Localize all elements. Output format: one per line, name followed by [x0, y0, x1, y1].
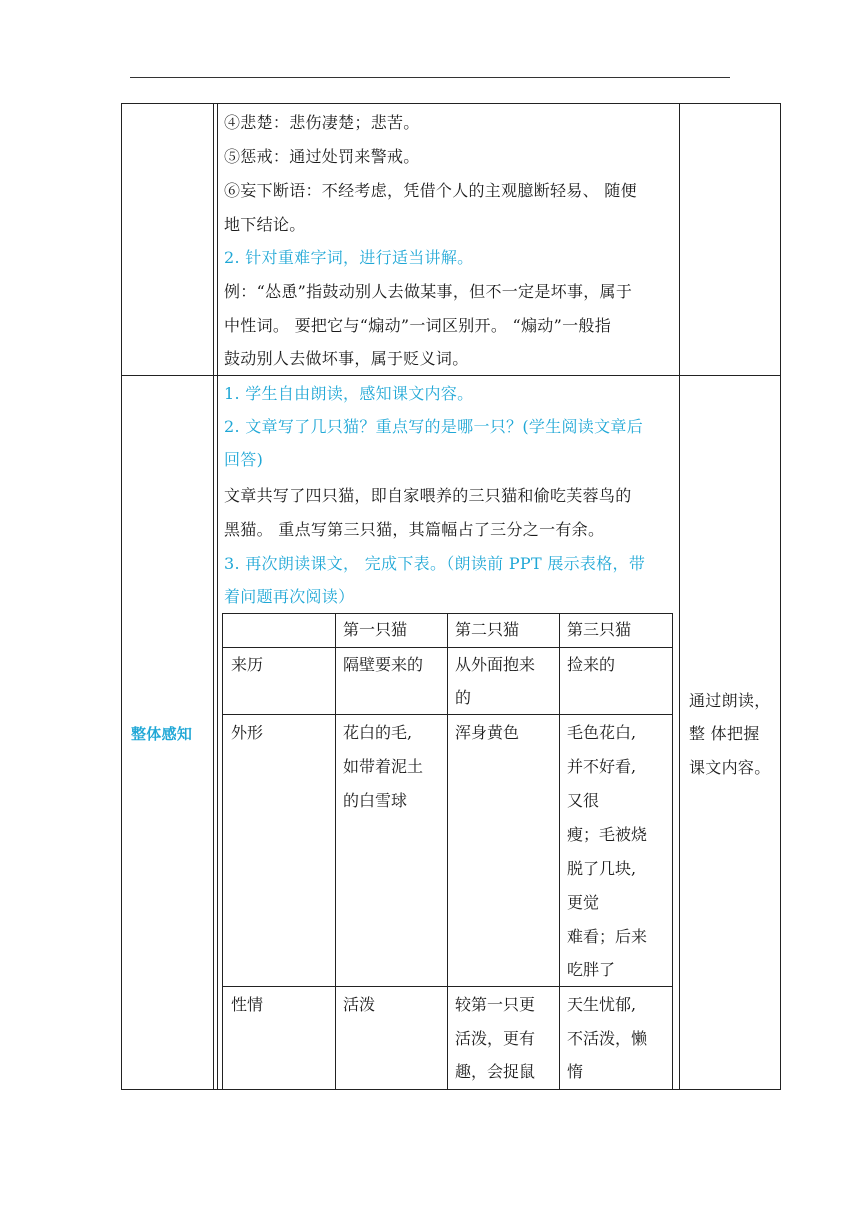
- example-line: 鼓动别人去做坏事，属于贬义词。: [224, 349, 469, 368]
- row-label: 性情: [231, 995, 264, 1014]
- table-header: 第二只猫: [455, 620, 520, 639]
- step-item: 1. 学生自由朗读，感知课文内容。: [224, 384, 474, 403]
- table-header: 第三只猫: [567, 620, 632, 639]
- example-line: 例：“怂恿”指鼓动别人去做某事，但不一定是坏事，属于: [224, 282, 633, 301]
- row-label: 来历: [231, 655, 264, 674]
- step-item: 2. 文章写了几只猫？重点写的是哪一只？(学生阅读文章后: [224, 417, 643, 436]
- row-label: 外形: [231, 723, 264, 742]
- answer-line: 文章共写了四只猫，即自家喂养的三只猫和偷吃芙蓉鸟的: [224, 486, 632, 505]
- header-rule: [130, 77, 730, 78]
- task-line: 3. 再次朗读课文， 完成下表。（朗读前 PPT 展示表格，带: [224, 554, 646, 573]
- section1-heading: 2. 针对重难字词，进行适当讲解。: [224, 248, 474, 267]
- answer-line: 黑猫。 重点写第三只猫，其篇幅占了三分之一有余。: [224, 520, 605, 539]
- table-header: 第一只猫: [343, 620, 408, 639]
- vocab-line: ⑤惩戒：通过处罚来警戒。: [224, 147, 420, 166]
- task-line: 着问题再次阅读）: [224, 587, 355, 606]
- section-label: 整体感知: [131, 725, 193, 743]
- vocab-line: ④悲楚：悲伤凄楚；悲苦。: [224, 113, 420, 132]
- vocab-line: 地下结论。: [224, 215, 306, 234]
- example-line: 中性词。 要把它与“煽动”一词区别开。 “煽动”一般指: [224, 316, 611, 335]
- vocab-line: ⑥妄下断语：不经考虑，凭借个人的主观臆断轻易、 随便: [224, 181, 637, 200]
- step-item: 回答): [224, 450, 264, 469]
